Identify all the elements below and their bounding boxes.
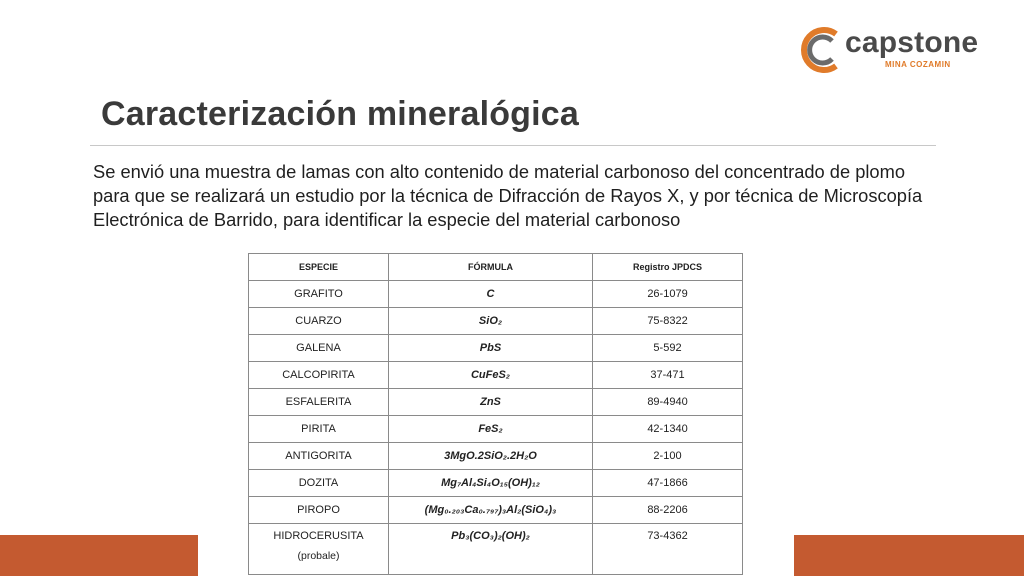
table-row <box>249 281 743 308</box>
logo-subtitle: MINA COZAMIN <box>885 60 951 69</box>
title-divider <box>90 145 936 146</box>
cell-registro: 37-471 <box>593 362 743 389</box>
cell-especie: CALCOPIRITA <box>249 362 389 389</box>
cell-formula: PbS <box>389 335 593 362</box>
cell-especie-name: HIDROCERUSITA <box>273 530 364 542</box>
table-row <box>249 443 743 470</box>
cell-formula: Mg₇Al₄Si₄O₁₅(OH)₁₂ <box>389 470 593 497</box>
header-especie: ESPECIE <box>249 254 389 281</box>
cell-especie: ESFALERITA <box>249 389 389 416</box>
cell-registro: 42-1340 <box>593 416 743 443</box>
cell-registro: 88-2206 <box>593 497 743 524</box>
slide-title: Caracterización mineralógica <box>101 95 580 133</box>
cell-formula: Pb₃(CO₃)₂(OH)₂ <box>389 524 593 575</box>
table-row <box>249 335 743 362</box>
cell-registro: 26-1079 <box>593 281 743 308</box>
cell-registro: 73-4362 <box>593 524 743 575</box>
table-row <box>249 362 743 389</box>
cell-especie: ANTIGORITA <box>249 443 389 470</box>
cell-formula: (Mg₀.₂₀₃Ca₀.₇₉₇)₃Al₂(SiO₄)₃ <box>389 497 593 524</box>
header-registro: Registro JPDCS <box>593 254 743 281</box>
table-row <box>249 524 743 575</box>
cell-especie: GRAFITO <box>249 281 389 308</box>
table-row <box>249 389 743 416</box>
cell-registro: 5-592 <box>593 335 743 362</box>
header-formula: FÓRMULA <box>389 254 593 281</box>
table-row <box>249 416 743 443</box>
cell-especie: PIROPO <box>249 497 389 524</box>
cell-registro: 89-4940 <box>593 389 743 416</box>
cell-especie <box>249 524 389 575</box>
cell-formula: 3MgO.2SiO₂.2H₂O <box>389 443 593 470</box>
cell-especie: PIRITA <box>249 416 389 443</box>
cell-formula: ZnS <box>389 389 593 416</box>
cell-registro: 75-8322 <box>593 308 743 335</box>
slide-paragraph: Se envió una muestra de lamas con alto contenido de material carbonoso del concentrado de plomo para que se realizará un estudio por la técnica de Difracción de Rayos X, y por técnica de Microscopía Electrónica de Barrido, para identificar la especie del material carbonoso <box>93 161 923 230</box>
table-row <box>249 497 743 524</box>
mineral-species-table <box>248 253 743 575</box>
cell-especie: CUARZO <box>249 308 389 335</box>
capstone-logo-icon <box>800 24 844 76</box>
table-panel <box>198 236 794 576</box>
cell-formula: C <box>389 281 593 308</box>
table-header-row <box>249 254 743 281</box>
cell-especie: GALENA <box>249 335 389 362</box>
capstone-logo <box>800 24 979 76</box>
cell-registro: 2-100 <box>593 443 743 470</box>
cell-formula: FeS₂ <box>389 416 593 443</box>
cell-formula: CuFeS₂ <box>389 362 593 389</box>
cell-formula: SiO₂ <box>389 308 593 335</box>
cell-registro: 47-1866 <box>593 470 743 497</box>
table-row <box>249 308 743 335</box>
table-row <box>249 470 743 497</box>
logo-wordmark: capstone <box>845 26 979 59</box>
cell-especie-note: (probale) <box>297 550 340 562</box>
cell-especie: DOZITA <box>249 470 389 497</box>
